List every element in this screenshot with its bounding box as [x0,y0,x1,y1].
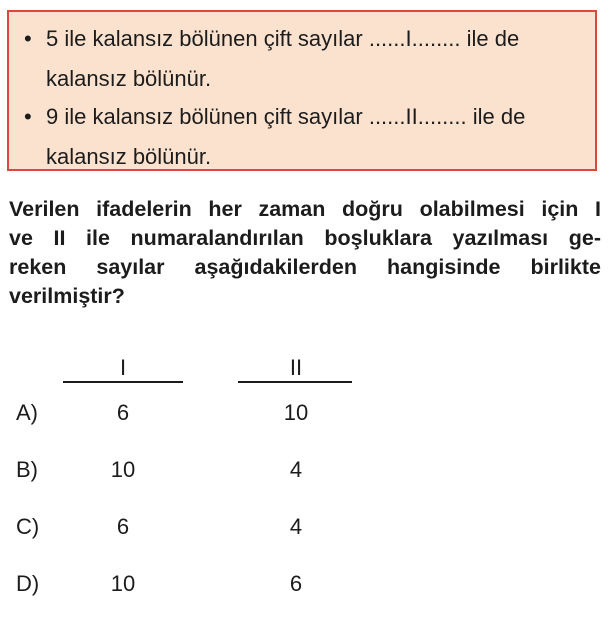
bullet-marker: • [24,104,32,129]
statement-1-line-2: kalansız bölünür. [46,66,212,91]
option-b-letter[interactable]: B) [16,457,38,482]
option-d-value-ii: 6 [289,571,303,596]
option-c-value-ii: 4 [289,514,303,539]
column-header-i: I [119,355,127,380]
option-d-letter[interactable]: D) [16,571,40,596]
option-d-value-i: 10 [110,571,136,596]
column-underline-i [63,381,183,383]
option-a-letter[interactable]: A) [16,400,38,425]
option-a-value-ii: 10 [283,400,309,425]
option-c-value-i: 6 [116,514,130,539]
statement-2-line-2: kalansız bölünür. [46,144,212,169]
option-b-value-ii: 4 [289,457,303,482]
bullet-marker: • [24,26,32,51]
statement-2-line-1: 9 ile kalansız bölünen çift sayılar ......II........ ile de [46,104,526,129]
statement-1-line-1: 5 ile kalansız bölünen çift sayılar ......I........ ile de [46,26,520,51]
question-line-3: reken sayılar aşağıdakilerden hangisinde birlikte [9,255,601,279]
column-underline-ii [238,381,352,383]
question-line-1: Verilen ifadelerin her zaman doğru olabilmesi için I [9,197,601,221]
info-box [7,10,597,171]
column-header-ii: II [289,355,303,380]
question-line-2: ve II ile numaralandırılan boşluklara yazılması ge- [9,226,601,250]
option-b-value-i: 10 [110,457,136,482]
question-line-4: verilmiştir? [9,284,125,308]
option-a-value-i: 6 [116,400,130,425]
option-c-letter[interactable]: C) [16,514,40,539]
question-text [9,195,601,311]
